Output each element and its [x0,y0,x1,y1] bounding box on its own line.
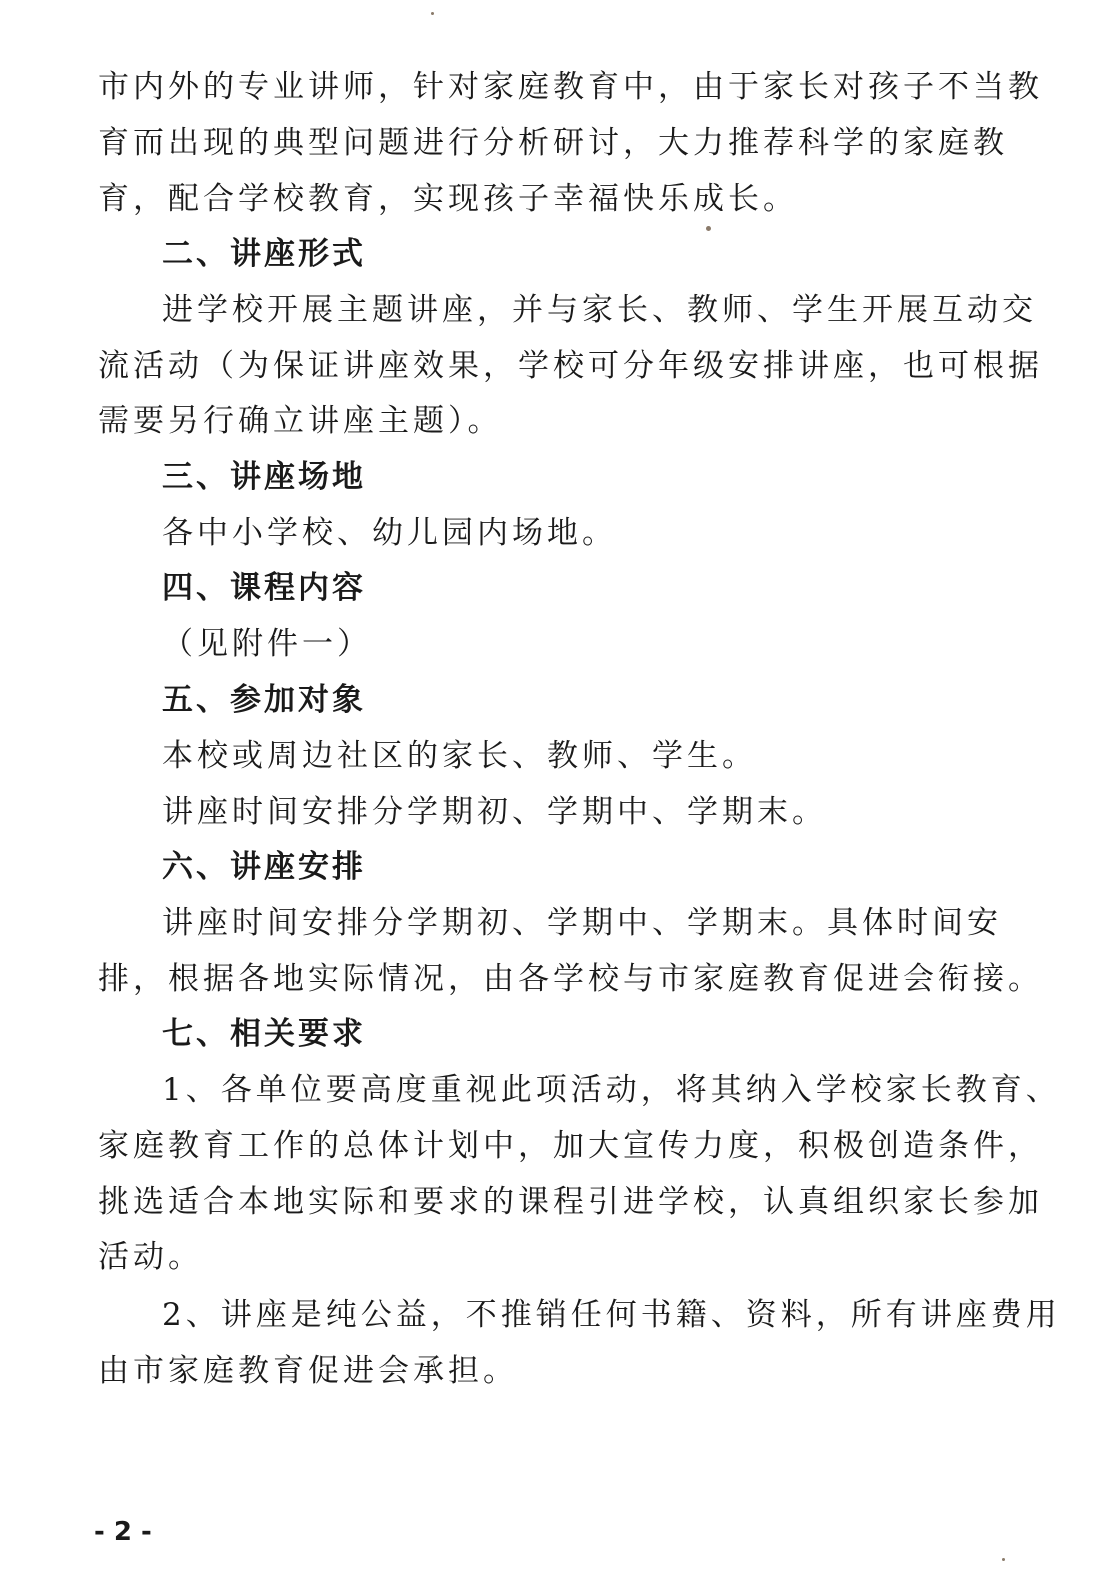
section-heading: 七、相关要求 [162,1016,366,1052]
body-text-line: 讲座时间安排分学期初、学期中、学期末。 [162,794,827,830]
body-text-line: 本校或周边社区的家长、教师、学生。 [162,738,757,774]
body-text-line: 需要另行确立讲座主题）。 [98,403,503,439]
section-heading: 三、讲座场地 [162,459,366,495]
body-text-line: 活动。 [98,1239,203,1275]
section-heading: 四、课程内容 [162,570,366,606]
scan-speck [1002,1558,1005,1561]
body-text-line: 家庭教育工作的总体计划中，加大宣传力度，积极创造条件， [98,1128,1043,1164]
body-text-line: 各中小学校、幼儿园内场地。 [162,515,617,551]
body-text-line: 由市家庭教育促进会承担。 [98,1353,518,1389]
scan-speck [431,12,434,15]
page-number: - 2 - [94,1517,152,1547]
body-text-line: 讲座时间安排分学期初、学期中、学期末。具体时间安 [162,905,1002,941]
body-text-line: 育而出现的典型问题进行分析研讨，大力推荐科学的家庭教 [98,125,1008,161]
scan-speck [706,226,711,231]
section-heading: 六、讲座安排 [162,849,366,885]
body-text-line: （见附件一） [162,626,372,662]
section-heading: 五、参加对象 [162,682,366,718]
body-text-line: 流活动（为保证讲座效果，学校可分年级安排讲座，也可根据 [98,348,1043,384]
body-text-line: 2、讲座是纯公益，不推销任何书籍、资料，所有讲座费用 [162,1297,1061,1333]
body-text-line: 1、各单位要高度重视此项活动，将其纳入学校家长教育、 [162,1072,1061,1108]
body-text-line: 进学校开展主题讲座，并与家长、教师、学生开展互动交 [162,292,1037,328]
body-text-line: 育，配合学校教育，实现孩子幸福快乐成长。 [98,181,798,217]
body-text-line: 排，根据各地实际情况，由各学校与市家庭教育促进会衔接。 [98,961,1043,997]
section-heading: 二、讲座形式 [162,236,366,272]
body-text-line: 挑选适合本地实际和要求的课程引进学校，认真组织家长参加 [98,1184,1043,1220]
body-text-line: 市内外的专业讲师，针对家庭教育中，由于家长对孩子不当教 [98,69,1043,105]
